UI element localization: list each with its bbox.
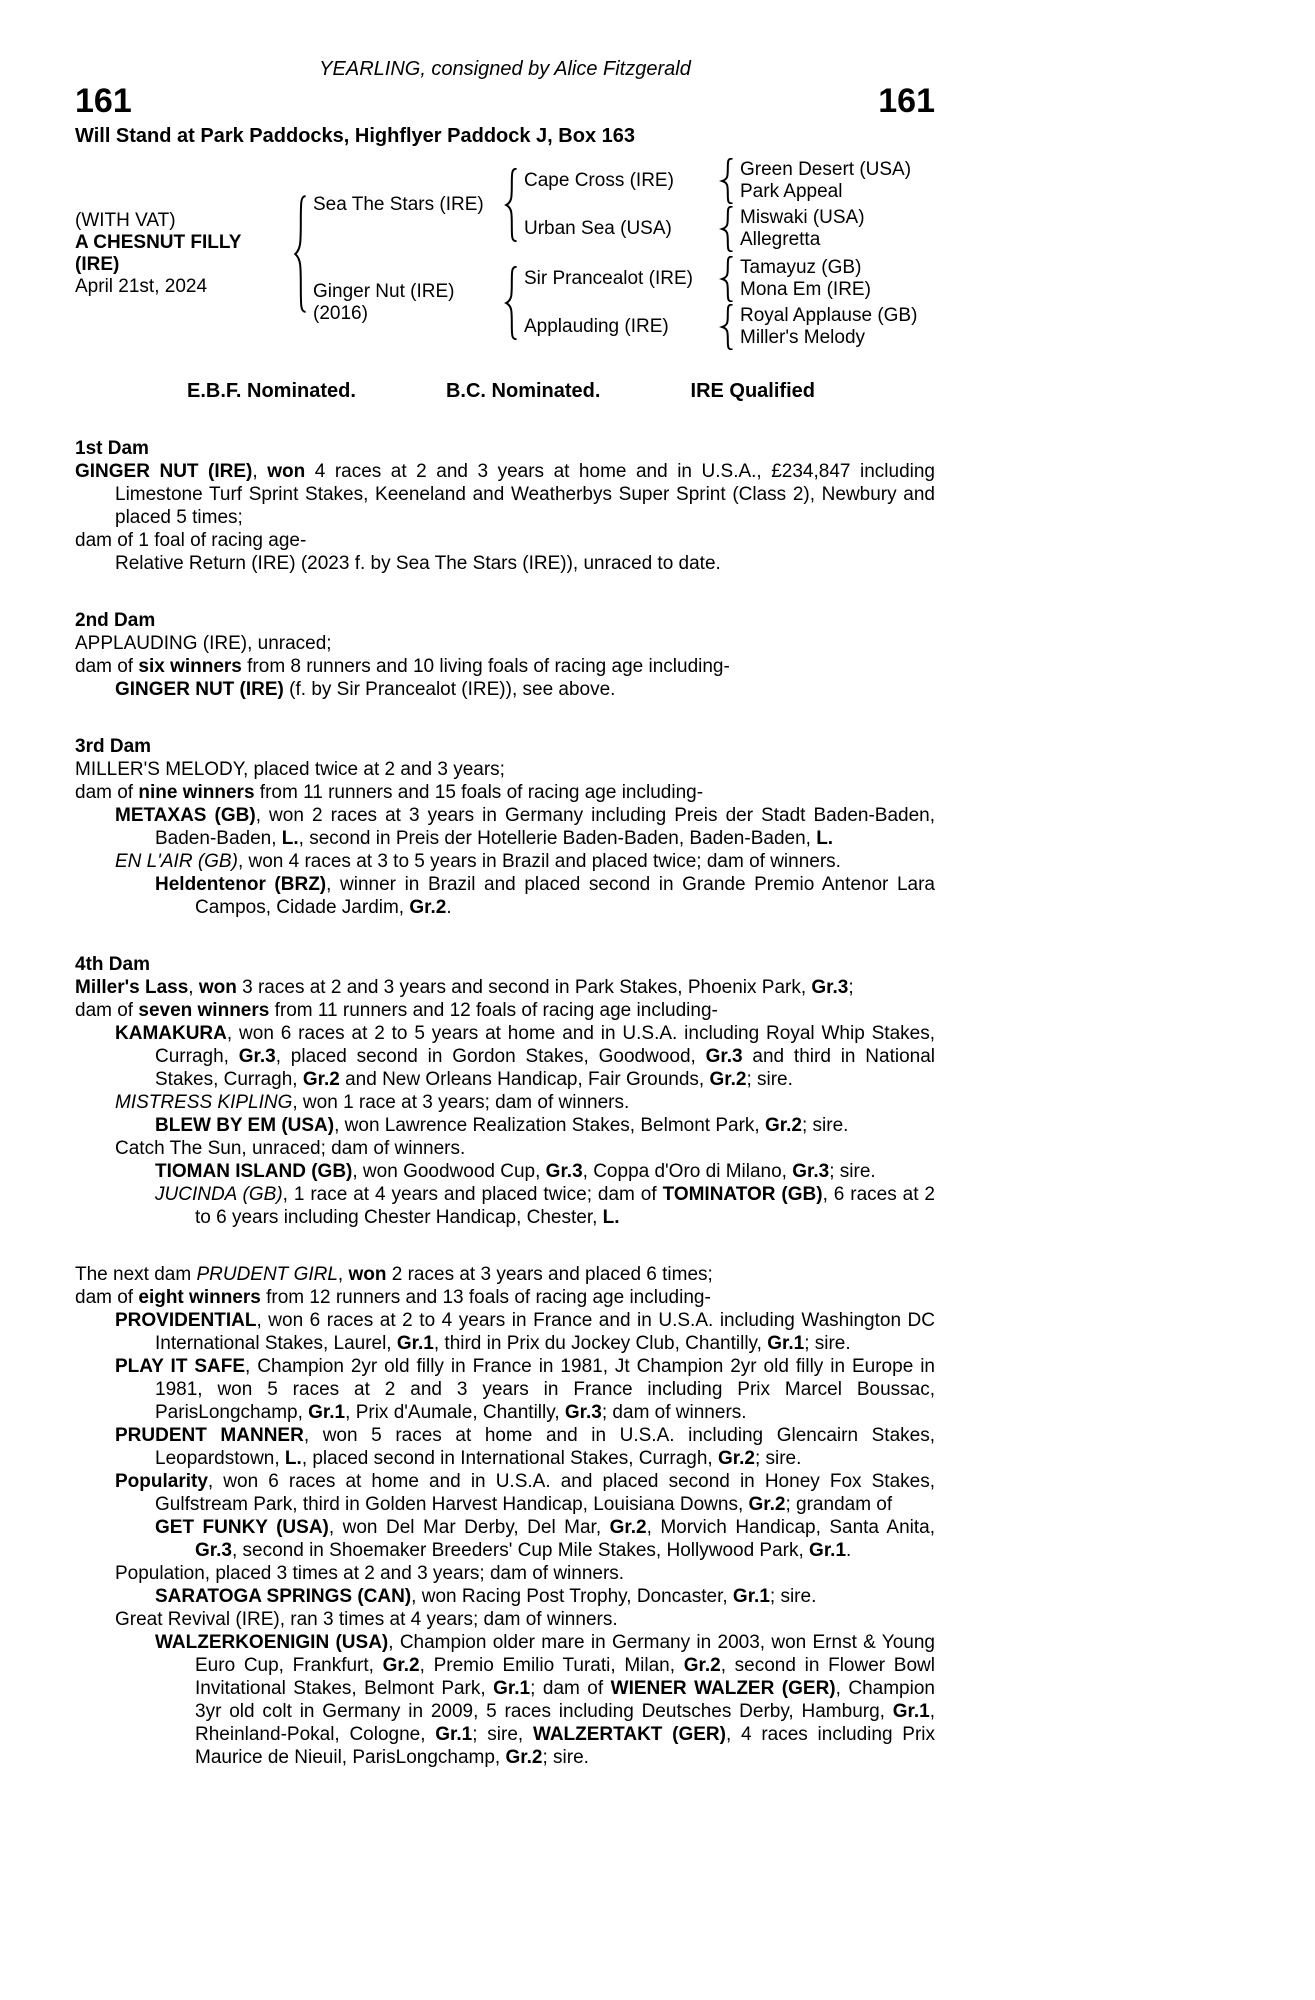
pedigree-paragraph xyxy=(75,1516,935,1562)
bold-text: Gr.1 xyxy=(396,1333,434,1354)
bold-text: Gr.3 xyxy=(705,1046,743,1067)
pedigree-paragraph xyxy=(75,1631,935,1769)
bold-text: L. xyxy=(602,1207,620,1228)
dam-section-heading: 1st Dam xyxy=(75,438,149,459)
sire-dam-sire-name: Miswaki (USA) xyxy=(740,207,865,228)
pedigree-table xyxy=(75,158,935,350)
plain-text: and third in National Stakes, Curragh, xyxy=(155,1046,935,1090)
dam-name: Ginger Nut (IRE) xyxy=(313,281,455,302)
bold-text: Gr.3 xyxy=(238,1046,276,1067)
brace-icon xyxy=(498,168,524,242)
sire-dam-dam-name: Allegretta xyxy=(740,229,821,250)
brace-icon xyxy=(714,304,740,350)
pedigree-paragraph xyxy=(75,1022,935,1091)
plain-text: The next dam xyxy=(75,1264,197,1285)
bold-text: Popularity xyxy=(115,1471,208,1492)
dam-dam-dam-name: Miller's Melody xyxy=(740,327,866,348)
plain-text: ; dam of winners. xyxy=(601,1402,747,1423)
dam-sire-branch xyxy=(524,256,917,302)
plain-text: ; sire. xyxy=(801,1115,849,1136)
plain-text: Catch The Sun, unraced; dam of winners. xyxy=(115,1138,466,1159)
dam-section-heading: 2nd Dam xyxy=(75,610,156,631)
consignor-line: YEARLING, consigned by Alice Fitzgerald xyxy=(319,58,691,80)
dam-sire-dam-name: Mona Em (IRE) xyxy=(740,279,871,300)
plain-text: ; sire. xyxy=(542,1747,589,1768)
vat-note: (WITH VAT) xyxy=(75,210,176,231)
dam-section-heading: 3rd Dam xyxy=(75,736,152,757)
pedigree-paragraph xyxy=(75,1286,935,1309)
pedigree-paragraph xyxy=(75,1470,935,1516)
plain-text: ; sire. xyxy=(769,1586,817,1607)
bold-text: Miller's Lass xyxy=(75,977,189,998)
bold-text: Gr.1 xyxy=(809,1540,847,1561)
dam-dam-branch xyxy=(524,304,917,350)
bold-text: seven winners xyxy=(138,1000,270,1021)
plain-text: , xyxy=(337,1264,349,1285)
bold-text: Gr.2 xyxy=(717,1448,755,1469)
dam-section xyxy=(75,1263,935,1769)
pedigree-paragraph xyxy=(75,1137,935,1160)
bold-text: Gr.2 xyxy=(709,1069,747,1090)
bold-text: Gr.1 xyxy=(308,1402,346,1423)
bold-text: GINGER NUT (IRE) xyxy=(115,679,284,700)
italic-text: MISTRESS KIPLING xyxy=(115,1092,293,1113)
bold-text: Gr.3 xyxy=(792,1161,830,1182)
pedigree-paragraph xyxy=(75,1608,935,1631)
bc-nominated-label: B.C. Nominated. xyxy=(445,380,601,402)
sire-sire-sire-name: Green Desert (USA) xyxy=(740,159,912,180)
dam-sire-name: Sir Prancealot (IRE) xyxy=(524,268,693,289)
pedigree-paragraph xyxy=(75,1160,935,1183)
pedigree-paragraph xyxy=(75,1309,935,1355)
plain-text: Great Revival (IRE), ran 3 times at 4 years; dam of winners. xyxy=(115,1609,618,1630)
pedigree-paragraph xyxy=(75,1562,935,1585)
plain-text: and New Orleans Handicap, Fair Grounds, xyxy=(339,1069,710,1090)
bold-text: won xyxy=(348,1264,387,1285)
plain-text: dam of xyxy=(75,1000,139,1021)
bold-text: Gr.3 xyxy=(564,1402,602,1423)
dam-section xyxy=(75,437,935,575)
pedigree-paragraph xyxy=(75,460,935,529)
plain-text: APPLAUDING (IRE), unraced; xyxy=(75,633,332,654)
bold-text: WIENER WALZER (GER) xyxy=(610,1678,836,1699)
bold-text: six winners xyxy=(138,656,242,677)
dam-dam-name: Applauding (IRE) xyxy=(524,316,669,337)
plain-text: , Champion 2yr old filly in France in 1981, Jt Champion 2yr old filly in Europe in 1981, won 5 races at 2 and 3 years in France including Prix Marcel Boussac, ParisLongchamp, xyxy=(155,1356,935,1423)
plain-text: 4 races at 2 and 3 years at home and in U.S.A., £234,847 including Limestone Turf Sprint Stakes, Keeneland and Weatherbys Super Sprint (Class 2), Newbury and placed 5 times; xyxy=(115,461,936,528)
pedigree-paragraph xyxy=(75,873,935,919)
plain-text: , won 6 races at 2 to 5 years at home and in U.S.A. including Royal Whip Stakes, Curragh, xyxy=(155,1023,935,1067)
plain-text: , Coppa d'Oro di Milano, xyxy=(582,1161,793,1182)
bold-text: Gr.1 xyxy=(493,1678,531,1699)
plain-text: , 6 races at 2 to 6 years including Chester Handicap, Chester, xyxy=(195,1184,935,1228)
sire-branch xyxy=(313,158,917,252)
horse-name-suffix: (IRE) xyxy=(75,254,120,275)
dam-section xyxy=(75,735,935,919)
bold-text: L. xyxy=(281,828,299,849)
brace-icon xyxy=(714,206,740,252)
pedigree-paragraph xyxy=(75,1355,935,1424)
plain-text: , won 6 races at home and in U.S.A. and placed second in Honey Fox Stakes, Gulfstream Park, third in Golden Harvest Handicap, Louisiana Downs, xyxy=(155,1471,935,1515)
lot-details xyxy=(75,210,287,298)
sire-dam-branch xyxy=(524,206,911,252)
dam-name-cell xyxy=(313,281,498,325)
sire-sire-dam-name: Park Appeal xyxy=(740,181,843,202)
plain-text: ; sire. xyxy=(804,1333,851,1354)
italic-text: EN L'AIR (GB) xyxy=(115,851,238,872)
bold-text: TOMINATOR (GB) xyxy=(662,1184,823,1205)
plain-text: , 1 race at 4 years and placed twice; dam of xyxy=(282,1184,663,1205)
plain-text: , Premio Emilio Turati, Milan, xyxy=(419,1655,684,1676)
plain-text: , won 1 race at 3 years; dam of winners. xyxy=(292,1092,630,1113)
plain-text: , Champion 3yr old colt in Germany in 2009, 5 races including Deutsches Derby, Hamburg, xyxy=(195,1678,935,1722)
bold-text: GET FUNKY (USA) xyxy=(155,1517,329,1538)
plain-text: ; grandam of xyxy=(785,1494,893,1515)
plain-text: , won 6 races at 2 to 4 years in France and in U.S.A. including Washington DC International Stakes, Laurel, xyxy=(155,1310,935,1354)
brace-icon xyxy=(714,158,740,204)
dam-sire-sire-name: Tamayuz (GB) xyxy=(740,257,862,278)
bold-text: BLEW BY EM (USA) xyxy=(155,1115,335,1136)
plain-text: ; sire, xyxy=(472,1724,533,1745)
bold-text: PROVIDENTIAL xyxy=(115,1310,257,1331)
plain-text: dam of xyxy=(75,1287,139,1308)
pedigree-paragraph xyxy=(75,1114,935,1137)
plain-text: , won 2 races at 3 years in Germany including Preis der Stadt Baden-Baden, Baden-Baden, xyxy=(155,805,935,849)
horse-name: A CHESNUT FILLY xyxy=(75,232,242,253)
bold-text: nine winners xyxy=(138,782,255,803)
bold-text: eight winners xyxy=(138,1287,261,1308)
pedigree-paragraph xyxy=(75,632,935,655)
plain-text: ; sire. xyxy=(829,1161,876,1182)
plain-text: . xyxy=(446,897,452,918)
plain-text: , placed second in International Stakes, Curragh, xyxy=(301,1448,718,1469)
pedigree-paragraph xyxy=(75,529,935,552)
plain-text: , second in Preis der Hotellerie Baden-Baden, Baden-Baden, xyxy=(298,828,817,849)
plain-text: , winner in Brazil and placed second in Grande Premio Antenor Lara Campos, Cidade Jardim, xyxy=(195,874,935,918)
dam-section xyxy=(75,953,935,1229)
plain-text: ; sire. xyxy=(746,1069,793,1090)
bold-text: Gr.2 xyxy=(764,1115,802,1136)
plain-text: Population, placed 3 times at 2 and 3 years; dam of winners. xyxy=(115,1563,625,1584)
bold-text: SARATOGA SPRINGS (CAN) xyxy=(155,1586,412,1607)
dam-year: (2016) xyxy=(313,303,368,324)
bold-text: Gr.1 xyxy=(892,1701,930,1722)
bold-text: Gr.2 xyxy=(683,1655,721,1676)
catalogue-page xyxy=(75,0,935,1769)
plain-text: Relative Return (IRE) (2023 f. by Sea The Stars (IRE)), unraced to date. xyxy=(115,553,721,574)
sire-sire-branch xyxy=(524,158,911,204)
sire-dam-name: Urban Sea (USA) xyxy=(524,218,672,239)
bold-text: Gr.2 xyxy=(748,1494,786,1515)
plain-text: , second in Flower Bowl Invitational Stakes, Belmont Park, xyxy=(195,1655,935,1699)
bold-text: Gr.3 xyxy=(545,1161,583,1182)
plain-text: from 8 runners and 10 living foals of racing age including- xyxy=(241,656,730,677)
parents-column xyxy=(313,158,917,350)
bold-text: won xyxy=(198,977,237,998)
plain-text: , won Racing Post Trophy, Doncaster, xyxy=(411,1586,733,1607)
plain-text: ; xyxy=(848,977,854,998)
lot-number-left: 161 xyxy=(75,82,132,120)
bold-text: Gr.3 xyxy=(811,977,849,998)
bold-text: won xyxy=(267,461,306,482)
foaling-date: April 21st, 2024 xyxy=(75,276,208,297)
lot-number-row xyxy=(75,83,935,119)
plain-text: , placed second in Gordon Stakes, Goodwood, xyxy=(275,1046,706,1067)
bold-text: Gr.1 xyxy=(767,1333,805,1354)
bold-text: Gr.3 xyxy=(195,1540,232,1561)
pedigree-paragraph xyxy=(75,655,935,678)
dam-dam-sire-name: Royal Applause (GB) xyxy=(740,305,918,326)
pedigree-paragraph xyxy=(75,678,935,701)
plain-text: ; sire. xyxy=(754,1448,802,1469)
bold-text: GINGER NUT (IRE) xyxy=(75,461,253,482)
plain-text: from 11 runners and 12 foals of racing age including- xyxy=(269,1000,718,1021)
bold-text: PRUDENT MANNER xyxy=(115,1425,304,1446)
pedigree-paragraph xyxy=(75,804,935,850)
plain-text: , xyxy=(252,461,268,482)
pedigree-paragraph xyxy=(75,1263,935,1286)
plain-text: , won Goodwood Cup, xyxy=(352,1161,546,1182)
pedigree-paragraph xyxy=(75,1585,935,1608)
plain-text: , Prix d'Aumale, Chantilly, xyxy=(345,1402,565,1423)
bold-text: Heldentenor (BRZ) xyxy=(155,874,327,895)
plain-text: , Champion older mare in Germany in 2003, won Ernst & Young Euro Cup, Frankfurt, xyxy=(195,1632,935,1676)
bold-text: Gr.2 xyxy=(302,1069,340,1090)
italic-text: JUCINDA (GB) xyxy=(155,1184,283,1205)
dam-details xyxy=(75,437,935,1769)
pedigree-paragraph xyxy=(75,758,935,781)
sire-sire-name: Cape Cross (IRE) xyxy=(524,170,674,191)
bold-text: Gr.2 xyxy=(609,1517,647,1538)
bold-text: WALZERKOENIGIN (USA) xyxy=(155,1632,389,1653)
pedigree-paragraph xyxy=(75,976,935,999)
plain-text: 3 races at 2 and 3 years and second in Park Stakes, Phoenix Park, xyxy=(236,977,812,998)
bold-text: Gr.2 xyxy=(505,1747,543,1768)
italic-text: PRUDENT GIRL xyxy=(196,1264,338,1285)
plain-text: from 11 runners and 15 foals of racing age including- xyxy=(254,782,704,803)
dam-section xyxy=(75,609,935,701)
dam-branch xyxy=(313,256,917,350)
bold-text: PLAY IT SAFE xyxy=(115,1356,246,1377)
pedigree-paragraph xyxy=(75,781,935,804)
plain-text: dam of 1 foal of racing age- xyxy=(75,530,307,551)
stand-location-line: Will Stand at Park Paddocks, Highflyer Paddock J, Box 163 xyxy=(75,125,635,147)
plain-text: , Morvich Handicap, Santa Anita, xyxy=(646,1517,936,1538)
bold-text: L. xyxy=(284,1448,302,1469)
plain-text: , xyxy=(188,977,199,998)
ebf-nominated-label: E.B.F. Nominated. xyxy=(187,380,356,402)
bold-text: L. xyxy=(816,828,834,849)
bold-text: WALZERTAKT (GER) xyxy=(532,1724,726,1745)
plain-text: dam of xyxy=(75,656,139,677)
brace-icon xyxy=(287,195,313,313)
plain-text: , won 5 races at home and in U.S.A. including Glencairn Stakes, Leopardstown, xyxy=(155,1425,935,1469)
pedigree-paragraph xyxy=(75,552,935,575)
plain-text: . xyxy=(846,1540,852,1561)
plain-text: MILLER'S MELODY, placed twice at 2 and 3 years; xyxy=(75,759,505,780)
plain-text: ; dam of xyxy=(530,1678,611,1699)
pedigree-paragraph xyxy=(75,1424,935,1470)
plain-text: , Rheinland-Pokal, Cologne, xyxy=(195,1701,935,1745)
bold-text: Gr.2 xyxy=(382,1655,420,1676)
bold-text: Gr.1 xyxy=(435,1724,473,1745)
plain-text: 2 races at 3 years and placed 6 times; xyxy=(386,1264,713,1285)
plain-text: , won 4 races at 3 to 5 years in Brazil and placed twice; dam of winners. xyxy=(237,851,841,872)
plain-text: , second in Shoemaker Breeders' Cup Mile Stakes, Hollywood Park, xyxy=(231,1540,810,1561)
pedigree-paragraph xyxy=(75,999,935,1022)
bold-text: METAXAS (GB) xyxy=(115,805,256,826)
dam-section-heading: 4th Dam xyxy=(75,954,150,975)
pedigree-paragraph xyxy=(75,850,935,873)
sire-name: Sea The Stars (IRE) xyxy=(313,194,484,215)
plain-text: , 4 races including Prix Maurice de Nieuil, ParisLongchamp, xyxy=(195,1724,936,1768)
bold-text: Gr.2 xyxy=(409,897,447,918)
nominations-row xyxy=(187,380,815,403)
plain-text: , third in Prix du Jockey Club, Chantilly, xyxy=(433,1333,768,1354)
brace-icon xyxy=(714,256,740,302)
bold-text: Gr.1 xyxy=(732,1586,770,1607)
lot-number-right: 161 xyxy=(878,82,935,120)
pedigree-paragraph xyxy=(75,1183,935,1229)
bold-text: TIOMAN ISLAND (GB) xyxy=(155,1161,353,1182)
plain-text: from 12 runners and 13 foals of racing age including- xyxy=(260,1287,711,1308)
plain-text: dam of xyxy=(75,782,139,803)
ire-qualified-label: IRE Qualified xyxy=(690,380,815,402)
pedigree-paragraph xyxy=(75,1091,935,1114)
plain-text: , won Del Mar Derby, Del Mar, xyxy=(328,1517,610,1538)
plain-text: (f. by Sir Prancealot (IRE)), see above. xyxy=(283,679,616,700)
plain-text: , won Lawrence Realization Stakes, Belmont Park, xyxy=(334,1115,765,1136)
brace-icon xyxy=(498,266,524,340)
bold-text: KAMAKURA xyxy=(115,1023,227,1044)
